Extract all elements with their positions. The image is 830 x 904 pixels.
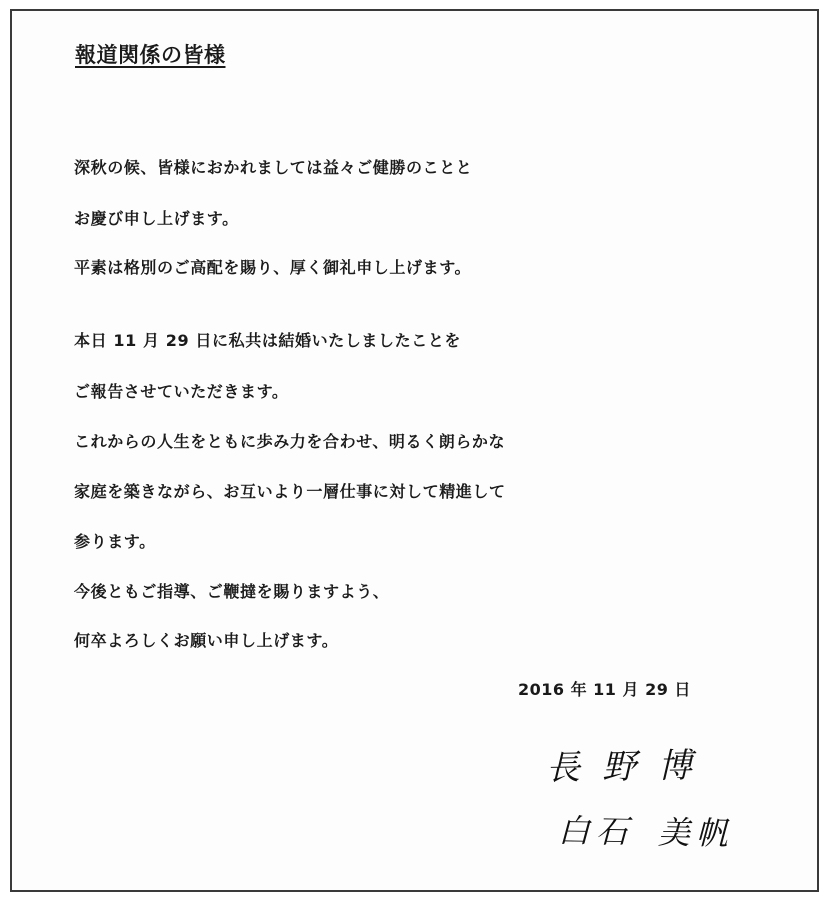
signature-given-name: 美帆 — [657, 813, 735, 853]
letter-line: 参ります。 — [74, 532, 156, 551]
letter-line: 深秋の候、皆様におかれましては益々ご健勝のことと — [74, 158, 473, 177]
letter-heading: 報道関係の皆様 — [75, 43, 226, 67]
letter-line: 今後ともご指導、ご鞭撻を賜りますよう、 — [74, 582, 390, 601]
letter-line: これからの人生をともに歩み力を合わせ、明るく朗らかな — [74, 432, 506, 451]
signature-nagano: 長野博 — [545, 745, 715, 789]
letter-line: 平素は格別のご高配を賜り、厚く御礼申し上げます。 — [74, 258, 472, 277]
letter-line: お慶び申し上げます。 — [74, 209, 239, 228]
letter-line: 何卒よろしくお願い申し上げます。 — [74, 631, 339, 650]
letter-line: 本日 11 月 29 日に私共は結婚いたしましたことを — [74, 331, 462, 350]
letter-page — [10, 9, 819, 892]
signature-shiraishi — [558, 805, 735, 854]
letter-line: 家庭を築きながら、お互いより一層仕事に対して精進して — [74, 482, 506, 501]
letter-line: ご報告させていただきます。 — [74, 382, 289, 401]
signature-family-name: 白石 — [557, 811, 635, 851]
letter-date: 2016 年 11 月 29 日 — [518, 680, 691, 699]
